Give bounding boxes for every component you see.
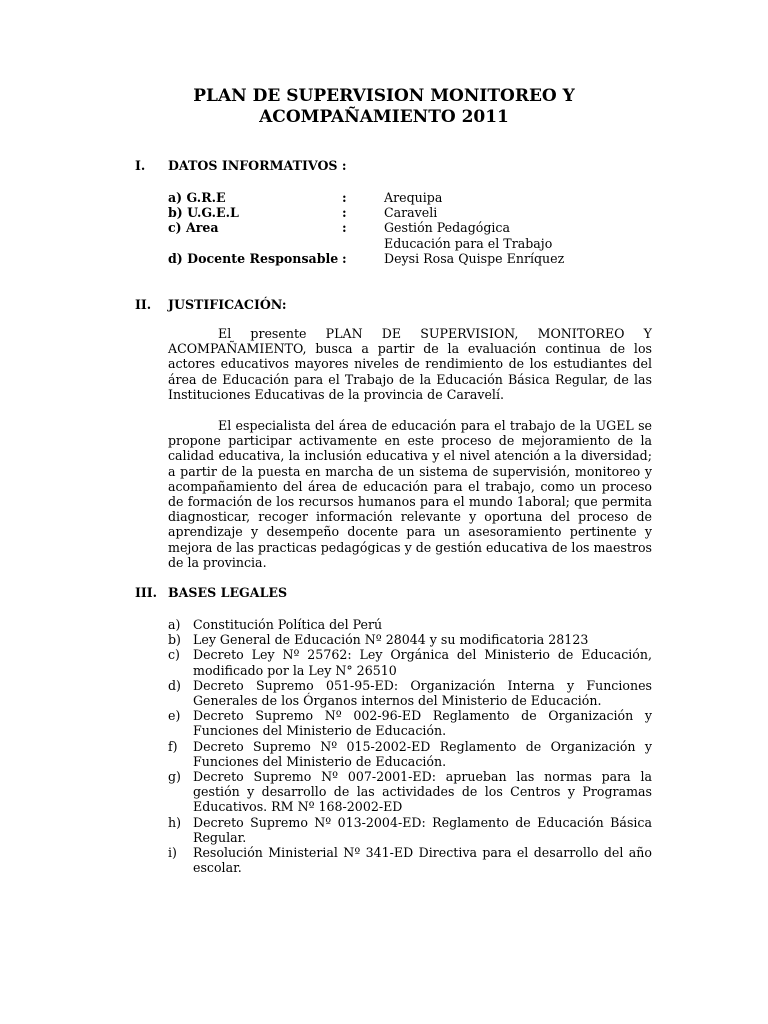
dato-label: d) Docente Responsable (168, 250, 339, 266)
list-item-letter: g) (168, 769, 181, 785)
title-line-1: PLAN DE SUPERVISION MONITOREO Y (193, 86, 575, 106)
list-item-text: Decreto Supremo Nº 002-96-ED Reglamento de Organización y Funciones del Ministerio de Educación. (193, 708, 652, 739)
list-item-text: Ley General de Educación Nº 28044 y su modificatoria 28123 (193, 632, 589, 648)
list-item (168, 678, 652, 708)
datos-informativos-list (168, 190, 598, 266)
dato-colon: : (342, 205, 347, 221)
list-item-letter: e) (168, 708, 181, 724)
list-item (168, 769, 652, 815)
dato-row-area (168, 220, 598, 235)
list-item-letter: h) (168, 814, 182, 830)
list-item (168, 617, 652, 632)
list-item (168, 708, 652, 738)
section-1-title: DATOS INFORMATIVOS : (168, 158, 347, 173)
dato-value: Arequipa (384, 190, 443, 205)
dato-row-docente (168, 251, 598, 266)
list-item-letter: d) (168, 677, 181, 693)
list-item-letter: f) (168, 738, 178, 754)
dato-value: Caraveli (384, 205, 438, 221)
list-item-text: Decreto Supremo Nº 015-2002-ED Reglamento de Organización y Funciones del Ministerio de Educación. (193, 738, 652, 769)
list-item-text: Constitución Política del Perú (193, 617, 383, 632)
list-item-text: Resolución Ministerial Nº 341-ED Directiva para el desarrollo del año escolar. (193, 845, 652, 876)
list-item-letter: i) (168, 845, 177, 861)
section-3-number: III. (135, 585, 158, 600)
list-item (168, 647, 652, 677)
section-2-number: II. (135, 297, 152, 312)
dato-label: a) G.R.E (168, 190, 226, 205)
section-2-title: JUSTIFICACIÓN: (168, 297, 287, 312)
dato-label: b) U.G.E.L (168, 205, 239, 221)
list-item-text: Decreto Supremo Nº 007-2001-ED: aprueban las normas para la gestión y desarrollo de las actividades de los Centros y Programas Educativos. RM Nº 168-2002-ED (193, 769, 652, 815)
dato-value: Gestión Pedagógica (384, 220, 510, 236)
list-item (168, 632, 652, 647)
section-1-number: I. (135, 158, 146, 173)
justification-paragraph-2: El especialista del área de educación para el trabajo de la UGEL se propone participar activamente en este proceso de mejoramiento de la calidad educativa, la inclusión educativa y el nivel atención a la diversidad; a partir de la puesta en marcha de un sistema de supervisión, monitoreo y acompañamiento del área de educación para el trabajo, como un proceso de formación de los recursos humanos para el mundo 1aboral; que permita diagnosticar, recoger información relevante y oportuna del proceso de aprendizaje y desempeño docente para un asesoramiento pertinente y mejora de las practicas pedagógicas y de gestión educativa de los maestros de la provincia. (168, 418, 652, 570)
dato-value: Educación para el Trabajo (384, 235, 553, 251)
list-item (168, 845, 652, 875)
list-item-letter: c) (168, 647, 180, 663)
list-item (168, 815, 652, 845)
document-title (0, 86, 768, 128)
justification-paragraph-1: El presente PLAN DE SUPERVISION, MONITOREO Y ACOMPAÑAMIENTO, busca a partir de la evaluación continua de los actores educativos mayores niveles de rendimiento de los estudiantes del área de Educación para el Trabajo de la Educación Básica Regular, de las Instituciones Educativas de la provincia de Caravelí. (168, 326, 652, 402)
dato-label: c) Area (168, 220, 219, 236)
list-item-letter: b) (168, 632, 181, 648)
list-item-text: Decreto Supremo 051-95-ED: Organización Interna y Funciones Generales de los Órganos internos del Ministerio de Educación. (193, 677, 652, 709)
dato-row-gre (168, 190, 598, 205)
list-item-text: Decreto Ley Nº 25762: Ley Orgánica del Ministerio de Educación, modificado por la Ley N° 26510 (193, 647, 652, 678)
dato-colon: : (342, 220, 347, 236)
dato-value: Deysi Rosa Quispe Enríquez (384, 250, 565, 266)
dato-row-ugel (168, 205, 598, 220)
list-item-text: Decreto Supremo Nº 013-2004-ED: Reglamento de Educación Básica Regular. (193, 814, 652, 845)
title-line-2: ACOMPAÑAMIENTO 2011 (259, 107, 509, 127)
list-item (168, 739, 652, 769)
section-3-title: BASES LEGALES (168, 585, 288, 600)
dato-colon: : (342, 190, 347, 205)
list-item-letter: a) (168, 617, 181, 632)
dato-row-area-cont (168, 236, 598, 251)
bases-legales-list (168, 617, 652, 875)
dato-colon: : (342, 250, 347, 266)
